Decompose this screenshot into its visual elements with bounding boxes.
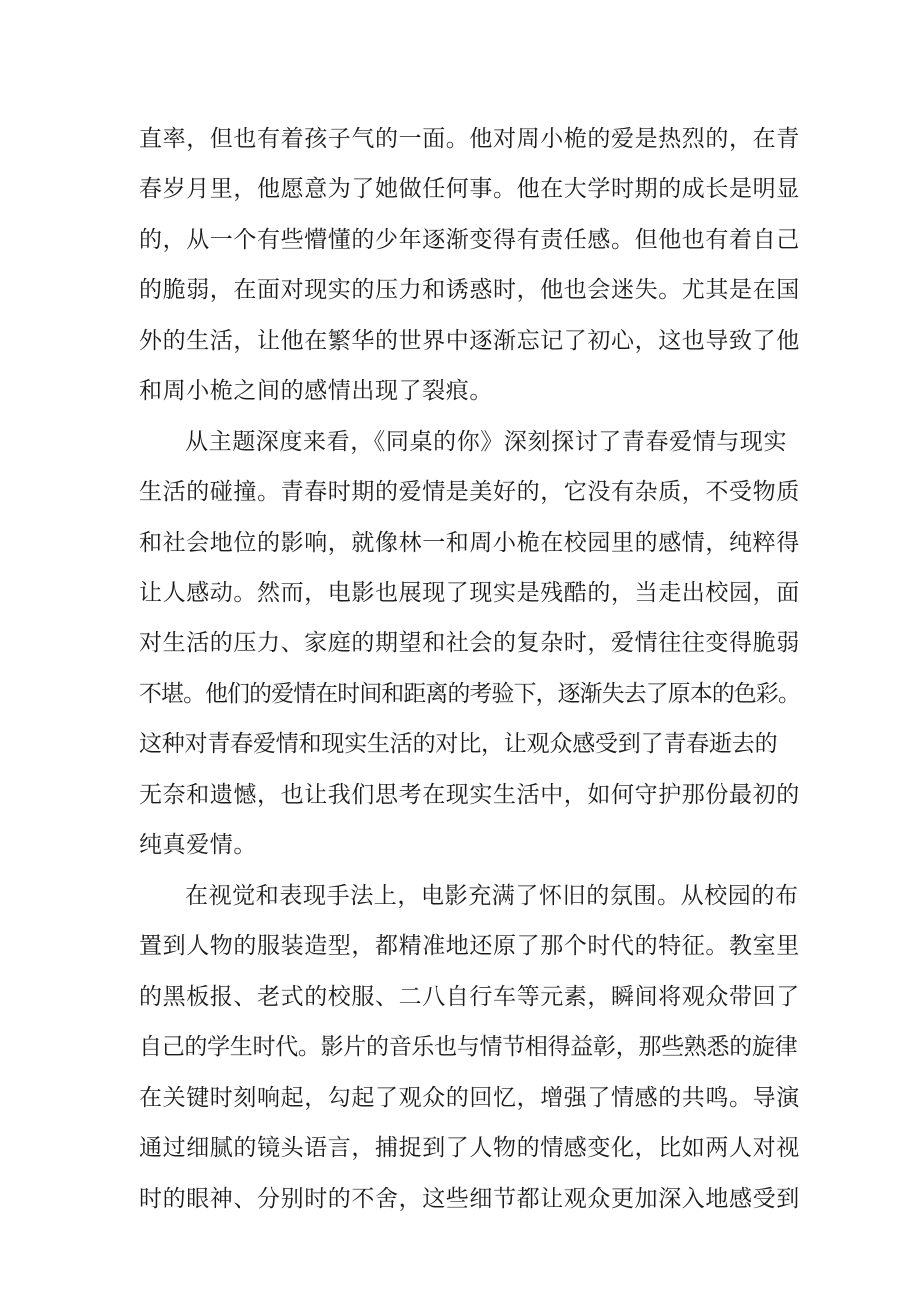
text-line: 不堪。他们的爱情在时间和距离的考验下，逐渐失去了原本的色彩。 [139,681,801,707]
text-line: 这种对青春爱情和现实生活的对比，让观众感受到了青春逝去的 [139,731,778,757]
text-line: 从主题深度来看，《同桌的你》深刻探讨了青春爱情与现实 [185,429,788,455]
text-line: 的，从一个有些懵懂的少年逐渐变得有责任感。但他也有着自己 [139,227,800,253]
text-line: 通过细腻的镜头语言，捕捉到了人物的情感变化，比如两人对视 [139,1135,800,1161]
text-line: 让人感动。然而，电影也展现了现实是残酷的，当走出校园，面 [139,580,800,606]
text-line: 的黑板报、老式的校服、二八自行车等元素，瞬间将观众带回了 [139,984,800,1010]
text-line: 对生活的压力、家庭的期望和社会的复杂时，爱情往往变得脆弱 [139,630,800,656]
text-line: 自己的学生时代。影片的音乐也与情节相得益彰，那些熟悉的旋律 [139,1034,798,1060]
text-line: 纯真爱情。 [139,832,257,858]
text-line: 和社会地位的影响，就像林一和周小桅在校园里的感情，纯粹得 [139,530,800,556]
text-line: 在视觉和表现手法上，电影充满了怀旧的氛围。从校园的布 [185,883,799,909]
text-line: 和周小桅之间的感情出现了裂痕。 [139,378,493,404]
text-line: 时的眼神、分别时的不舍，这些细节都让观众更加深入地感受到 [139,1186,800,1212]
text-line: 外的生活，让他在繁华的世界中逐渐忘记了初心，这也导致了他 [139,328,800,354]
text-line: 无奈和遗憾，也让我们思考在现实生活中，如何守护那份最初的 [139,782,800,808]
text-line: 置到人物的服装造型，都精准地还原了那个时代的特征。教室里 [139,933,800,959]
text-line: 春岁月里，他愿意为了她做任何事。他在大学时期的成长是明显 [139,176,800,202]
text-line: 生活的碰撞。青春时期的爱情是美好的，它没有杂质，不受物质 [139,479,800,505]
text-line: 的脆弱，在面对现实的压力和诱惑时，他也会迷失。尤其是在国 [139,277,800,303]
text-line: 在关键时刻响起，勾起了观众的回忆，增强了情感的共鸣。导演 [139,1085,800,1111]
text-line: 直率，但也有着孩子气的一面。他对周小桅的爱是热烈的，在青 [139,126,800,152]
